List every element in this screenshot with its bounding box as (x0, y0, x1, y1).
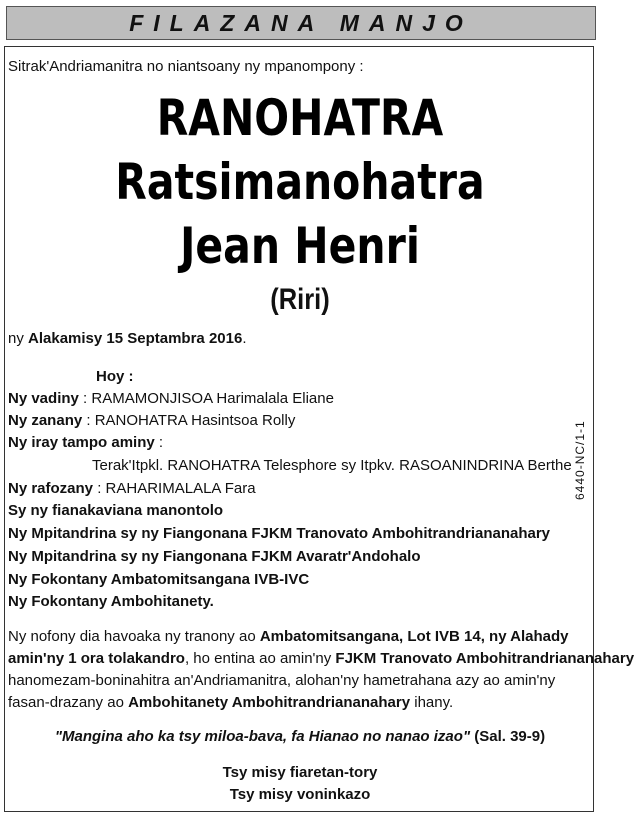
relative-value: Terak'Itpkl. RANOHATRA Telesphore sy Itpkv. RASOANINDRINA Berthe (92, 457, 572, 474)
announcement-line (8, 692, 453, 714)
relative-row (8, 412, 295, 430)
announcement-text: fasan-drazany ao (8, 694, 129, 711)
relative-row (92, 457, 572, 475)
hoy-text: Hoy : (96, 368, 134, 385)
death-date (8, 330, 247, 348)
deceased-family-name: Ratsimanohatra (115, 153, 485, 211)
closing-line: Tsy misy fiaretan-tory (222, 764, 378, 781)
reference-code: 6440-NC/1-1 (573, 420, 587, 500)
quote-text: "Mangina aho ka tsy miloa-bava, fa Hianao no nanao izao" (54, 728, 471, 745)
relative-row (8, 480, 256, 498)
intro-text: Sitrak'Andriamanitra no niantsoany ny mpanompony : (8, 58, 364, 75)
announcement-church: FJKM Tranovato Ambohitrandriananahary (335, 650, 634, 667)
relative-value: RANOHATRA Hasintsoa Rolly (94, 412, 296, 429)
relative-label: Ny iray tampo aminy (8, 434, 155, 451)
group-line: Ny Mpitandrina sy ny Fiangonana FJKM Avaratr'Andohalo (8, 548, 421, 565)
banner-title: FILAZANA MANJO (6, 6, 596, 40)
group-line: Sy ny fianakaviana manontolo (8, 502, 224, 519)
announcement-text: ihany. (410, 694, 454, 711)
relative-sep: : (93, 480, 106, 497)
group-line: Ny Fokontany Ambatomitsangana IVB-IVC (8, 571, 310, 588)
relative-value: RAMAMONJISOA Harimalala Eliane (91, 390, 334, 407)
announcement-place: Ambatomitsangana, Lot IVB 14, ny Alahady (259, 628, 569, 645)
quote-reference: (Sal. 39-9) (470, 728, 546, 745)
announcement-line (8, 648, 634, 670)
group-line: Ny Mpitandrina sy ny Fiangonana FJKM Tranovato Ambohitrandriananahary (8, 525, 551, 542)
relative-value: RAHARIMALALA Fara (105, 480, 256, 497)
date-suffix: . (242, 330, 247, 347)
relative-label: Ny vadiny (8, 390, 79, 407)
deceased-nickname: (Riri) (270, 283, 330, 316)
announcement-time: amin'ny 1 ora tolakandro (8, 650, 185, 667)
deceased-surname: RANOHATRA (156, 89, 444, 147)
hoy-label (96, 368, 134, 386)
relative-row (8, 434, 163, 452)
announcement-line: hanomezam-boninahitra an'Andriamanitra, alohan'ny hametrahana azy ao amin'ny (8, 672, 556, 689)
deceased-given-names: Jean Henri (180, 217, 420, 275)
relative-sep: : (78, 390, 92, 407)
bible-quote (0, 728, 600, 745)
group-line: Ny Fokontany Ambohitanety. (8, 593, 214, 610)
announcement-text: , ho entina ao amin'ny (184, 650, 336, 667)
closing-line: Tsy misy voninkazo (229, 786, 371, 803)
relative-row (8, 390, 334, 408)
date-value: Alakamisy 15 Septambra 2016 (28, 330, 243, 347)
announcement-line (8, 626, 569, 648)
announcement-burial-place: Ambohitanety Ambohitrandriananahary (128, 694, 411, 711)
relative-sep: : (82, 412, 95, 429)
relative-label: Ny rafozany (8, 480, 94, 497)
date-prefix: ny (8, 330, 29, 347)
announcement-text: Ny nofony dia havoaka ny tranony ao (8, 628, 260, 645)
relative-sep: : (154, 434, 164, 451)
relative-label: Ny zanany (8, 412, 83, 429)
